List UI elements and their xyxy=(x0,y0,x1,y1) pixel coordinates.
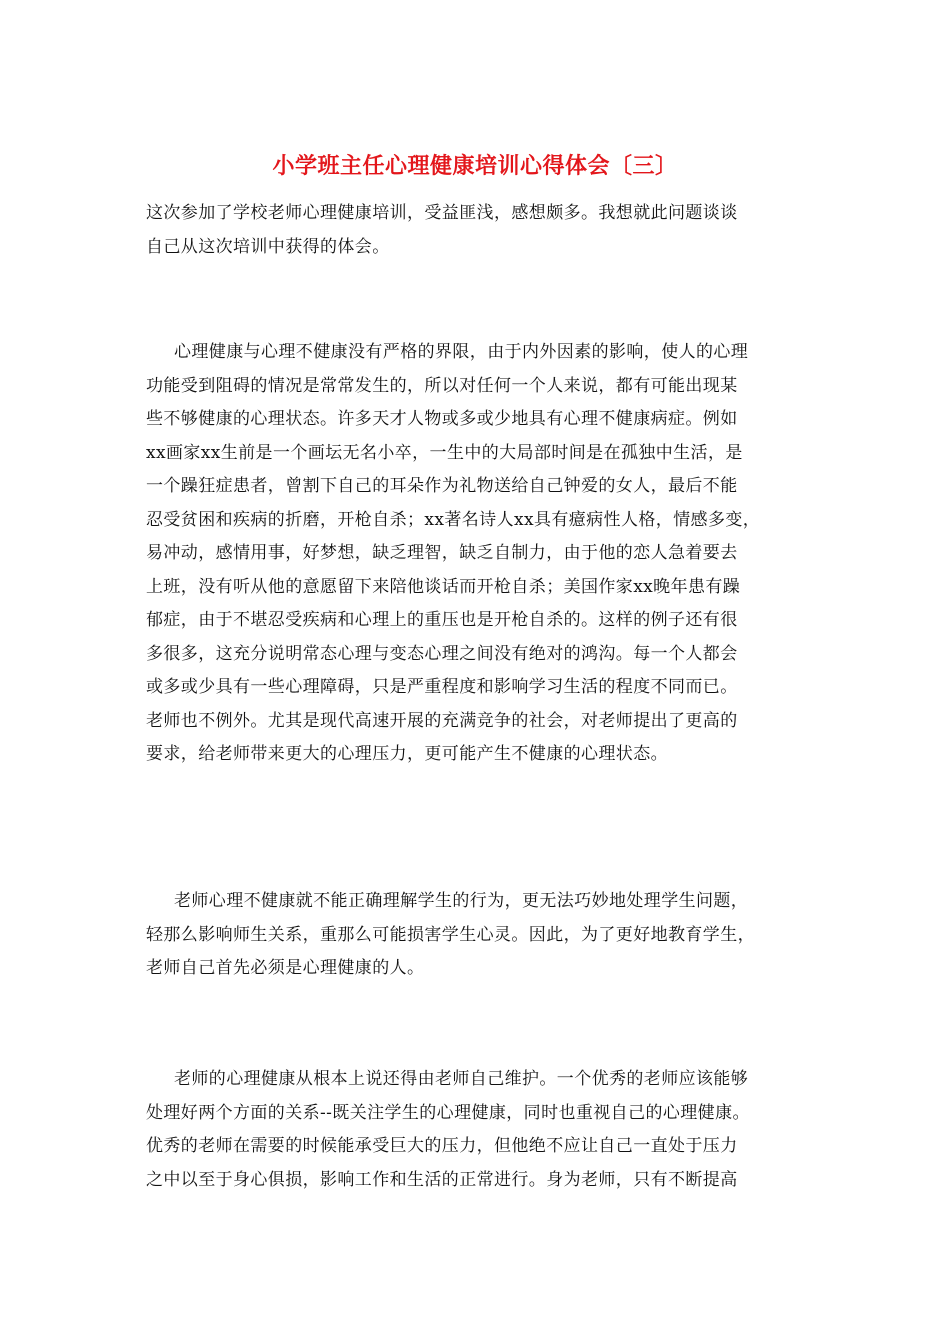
paragraph-line: 处理好两个方面的关系--既关注学生的心理健康，同时也重视自己的心理健康。 xyxy=(146,1102,750,1123)
paragraph-line: 郁症，由于不堪忍受疾病和心理上的重压也是开枪自杀的。这样的例子还有很 xyxy=(146,610,738,630)
paragraph-psychology xyxy=(146,336,836,772)
paragraph-line: 上班，没有听从他的意愿留下来陪他谈话而开枪自杀；美国作家xx晚年患有躁 xyxy=(146,576,741,597)
paragraph-line: 优秀的老师在需要的时候能承受巨大的压力，但他绝不应让自己一直处于压力 xyxy=(146,1136,738,1156)
paragraph-line: 之中以至于身心俱损，影响工作和生活的正常进行。身为老师，只有不断提高 xyxy=(146,1169,738,1190)
paragraph-line: 老师自己首先必须是心理健康的人。 xyxy=(146,958,425,978)
paragraph-line: 易冲动，感情用事，好梦想，缺乏理智，缺乏自制力，由于他的恋人急着要去 xyxy=(146,543,738,563)
paragraph-line: 或多或少具有一些心理障碍，只是严重程度和影响学习生活的程度不同而已。 xyxy=(146,677,738,697)
paragraph-line: xx画家xx生前是一个画坛无名小卒，一生中的大局部时间是在孤独中生活，是 xyxy=(146,442,743,463)
paragraph-line: 些不够健康的心理状态。许多天才人物或多或少地具有心理不健康病症。例如 xyxy=(146,409,738,429)
paragraph-line: 心理健康与心理不健康没有严格的界限，由于内外因素的影响，使人的心理 xyxy=(174,342,749,362)
paragraph-line: 老师的心理健康从根本上说还得由老师自己维护。一个优秀的老师应该能够 xyxy=(174,1069,749,1089)
paragraph-line: 忍受贫困和疾病的折磨，开枪自杀；xx著名诗人xx具有癔病性人格，情感多变， xyxy=(146,509,761,530)
paragraph-line: 功能受到阻碍的情况是常常发生的，所以对任何一个人来说，都有可能出现某 xyxy=(146,375,738,396)
paragraph-line: 要求，给老师带来更大的心理压力，更可能产生不健康的心理状态。 xyxy=(146,744,668,764)
paragraph-line: 多很多，这充分说明常态心理与变态心理之间没有绝对的鸿沟。每一个人都会 xyxy=(146,643,738,664)
paragraph-line: 一个躁狂症患者，曾割下自己的耳朵作为礼物送给自己钟爱的女人，最后不能 xyxy=(146,476,738,496)
paragraph-line: 这次参加了学校老师心理健康培训，受益匪浅，感想颇多。我想就此问题谈谈 xyxy=(146,203,738,223)
paragraph-line: 轻那么影响师生关系，重那么可能损害学生心灵。因此，为了更好地教育学生， xyxy=(146,924,755,945)
paragraph-line: 老师也不例外。尤其是现代高速开展的充满竞争的社会，对老师提出了更高的 xyxy=(146,710,738,731)
paragraph-intro xyxy=(146,197,836,264)
paragraph-self-maintenance xyxy=(146,1063,836,1197)
paragraph-line: 自己从这次培训中获得的体会。 xyxy=(146,236,390,257)
paragraph-teacher-health xyxy=(146,885,836,986)
document-title: 小学班主任心理健康培训心得体会〔三〕 xyxy=(272,153,678,179)
paragraph-line: 老师心理不健康就不能正确理解学生的行为，更无法巧妙地处理学生问题， xyxy=(174,891,749,911)
